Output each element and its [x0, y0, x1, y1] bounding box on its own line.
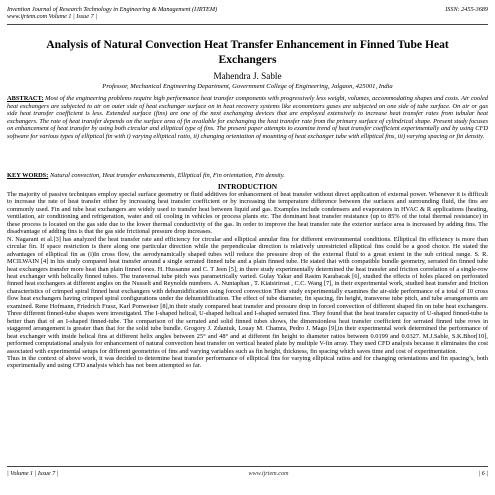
author-name: Mahendra J. Sable [213, 71, 282, 81]
paragraph: N. Nagarani et al.[3] has analyzed the heat transfer rate and efficiency for circular and elliptical annular fins for different environmental conditions. Elliptical fin efficiency is more than circular fin. If space restriction is there along one particular direction while the perpendicular direction is relatively unrestricted elliptical fins could be a good choice. He stated the advantages of elliptical fin as (i)In cross flow, the aerodynamically shaped tubes will reduce the pressure drop of the external fluid to a great extent in the sub critical range. S. R. MCILWAIN [4] in his study compared heat transfer around a single serrated finned tube and a plain finned tube. He stated that with compatible bundle geometry, serrated fin finned tube heat exchangers transfer more heat than plain finned ones. H. Hussanne and C. T Jeen [5], in there study experimentally determined the heat transfer and friction correlation of a single-row heat exchanger with helically finned tubes. The transversal tube pitch was parametrically varied. Gulay Yakar and Rasim Karabacak [6], studied the effects of holes placed on perforated finned heat exchangers at different angles on the Nusselt and Reynolds numbers. A. Nuntaphan , T. Kiatsiriroat , C.C. Wang [7], in their experimental work, studied heat transfer and friction characteristics of crimped spiral finned heat exchangers with dehumidification using forced convection Their study experimentally examines the air-side performance of a total of 10 cross flow heat exchangers having crimped spiral configurations under the dehumidification. The effect of tube diameter, fin spacing, fin height, transverse tube pitch, and tube arrangements are examined. Rene Hofmann, Friedrich Frasz, Karl Ponweiser [8],in their study compared heat transfer and pressure drop in forced convection of different shaped fin on tube heat exchangers. Three different finned-tube shapes were investigated. The I-shaped helical, U-shaped helical and I-shaped serrated fins. They found that the heat transfer capacity of U-shaped finned-tube is better than that of an I-shaped finned-tube. The comparison of the serrated and solid finned tubes shows, the dimensionless heat transfer coefficient for serrated finned tube rows in staggered arrangement is greater than that for the solid tube bundle. Grogory J. Zdaniuk, Louay M. Chamra, Pedro J. Mago [9],in their experimental work determined the performance of heat exchanger with inside helical fins at different helix angles between 25° and 48° and at different fin height to diameter ratios between 0.0199 and 0.0327. M.J.Sable, S.K.Bhor[10], performed computational analysis for enhancement of natural convection heat transfer on vertical heated plate by multiple V-fin array. They used CFD analysis because it eliminates the cost associated with experimental setups for different geometries of fins and varying variables such as fin height, thickness, fin spacing which saves time and cost of experimentation. [7, 235, 488, 355]
issn: ISSN: 2455-3689 [445, 6, 488, 13]
running-header [7, 6, 488, 21]
author-affiliation: Professor, Mechanical Engineering Department, Government College of Engineering, Jalgaon, 425001, India [102, 83, 393, 90]
footer-rule [7, 466, 488, 467]
paragraph: The majority of passive techniques employ special surface geometry or fluid additives for enhancement of heat transfer without direct application of external power. Whenever it is difficult to increase the rate of heat transfer either by increasing heat transfer coefficient or by increasing the temperature difference between the surfaces and surrounding fluid, the fins are commonly used. Fin and tube heat exchangers are widely used to transfer heat between liquid and gas. Examples include condensers and evaporators in HVAC & R applications (heating, ventilation, air conditioning and refrigeration, water and oil cooling in vehicles or process plants etc. The dominant heat transfer resistance (up to 85% of the total thermal resistance) in these process is located on the gas side due to the lower thermal conductivity of the gas. In order to improve the heat transfer rate the exterior surface area is increased by adding fins. The disadvantage of adding fins is that the gas side frictional pressure drop increases. [7, 191, 488, 236]
footer-volume: | Volume 1 | Issue 7 | [7, 470, 59, 477]
journal-name: Invention Journal of Research Technology in Engineering & Management (IJRTEM) [7, 6, 218, 13]
running-footer [7, 470, 488, 477]
journal-site[interactable]: www.ijrtem.com [7, 13, 48, 21]
volume-issue: Volume 1 | Issue 7 | [48, 13, 97, 21]
paper-title: Analysis of Natural Convection Heat Transfer Enhancement in Finned Tube Heat Exchangers [46, 38, 449, 66]
keywords [7, 172, 488, 180]
keywords-label: KEY WORDS: [7, 172, 49, 179]
abstract-label: ABSTRACT: [7, 95, 44, 102]
footer-site[interactable]: www.ijrtem.com [248, 470, 289, 477]
page-number: | 6 | [478, 470, 488, 477]
paragraph: Thus in the context of above work, it was decided to determine heat transfer performance of elliptical fins for varying elliptical ratios and for changing orientations and fin spacing’s, both experimentally and using CFD analysis which has not been attempted so far. [7, 354, 488, 370]
abstract [7, 95, 488, 141]
header-rule [7, 24, 488, 25]
keywords-text: Natural convection, Heat transfer enhancements, Elliptical fin, Fin orientation, Fin density. [48, 172, 285, 179]
abstract-text: Most of the engineering problems require high performance heat transfer components with progressively less weight, volumes, accommodating shapes and costs. Air cooled heat exchangers are subjected to air on outer side of heat exchanger surface on in heat recovery systems like economizers gases are subjected on one side of tube surface. On air or gas side heat transfer coefficient is less. Extended surface (fins) are one of the next exchanging devices that are employed extensively to increase heat transfer rates from tubular heat exchangers. The rate of heat transfer depends on the surface area of fin available for exchanging the heat transfer rate from the primary surface of cylindrical shape. Present study focuses on enhancement of heat transfer by using both circular and elliptical type of fins. The present paper attempts to examine trend of heat transfer coefficient experimentally and by using CFD software for various types of elliptical fin with i) varying elliptical ratio, ii) changing orientation of mounting of heat exchanger tube with elliptical fins, iii) varying spacing or fin density. [7, 95, 488, 140]
introduction-body [7, 191, 488, 370]
section-heading: INTRODUCTION [217, 182, 278, 191]
